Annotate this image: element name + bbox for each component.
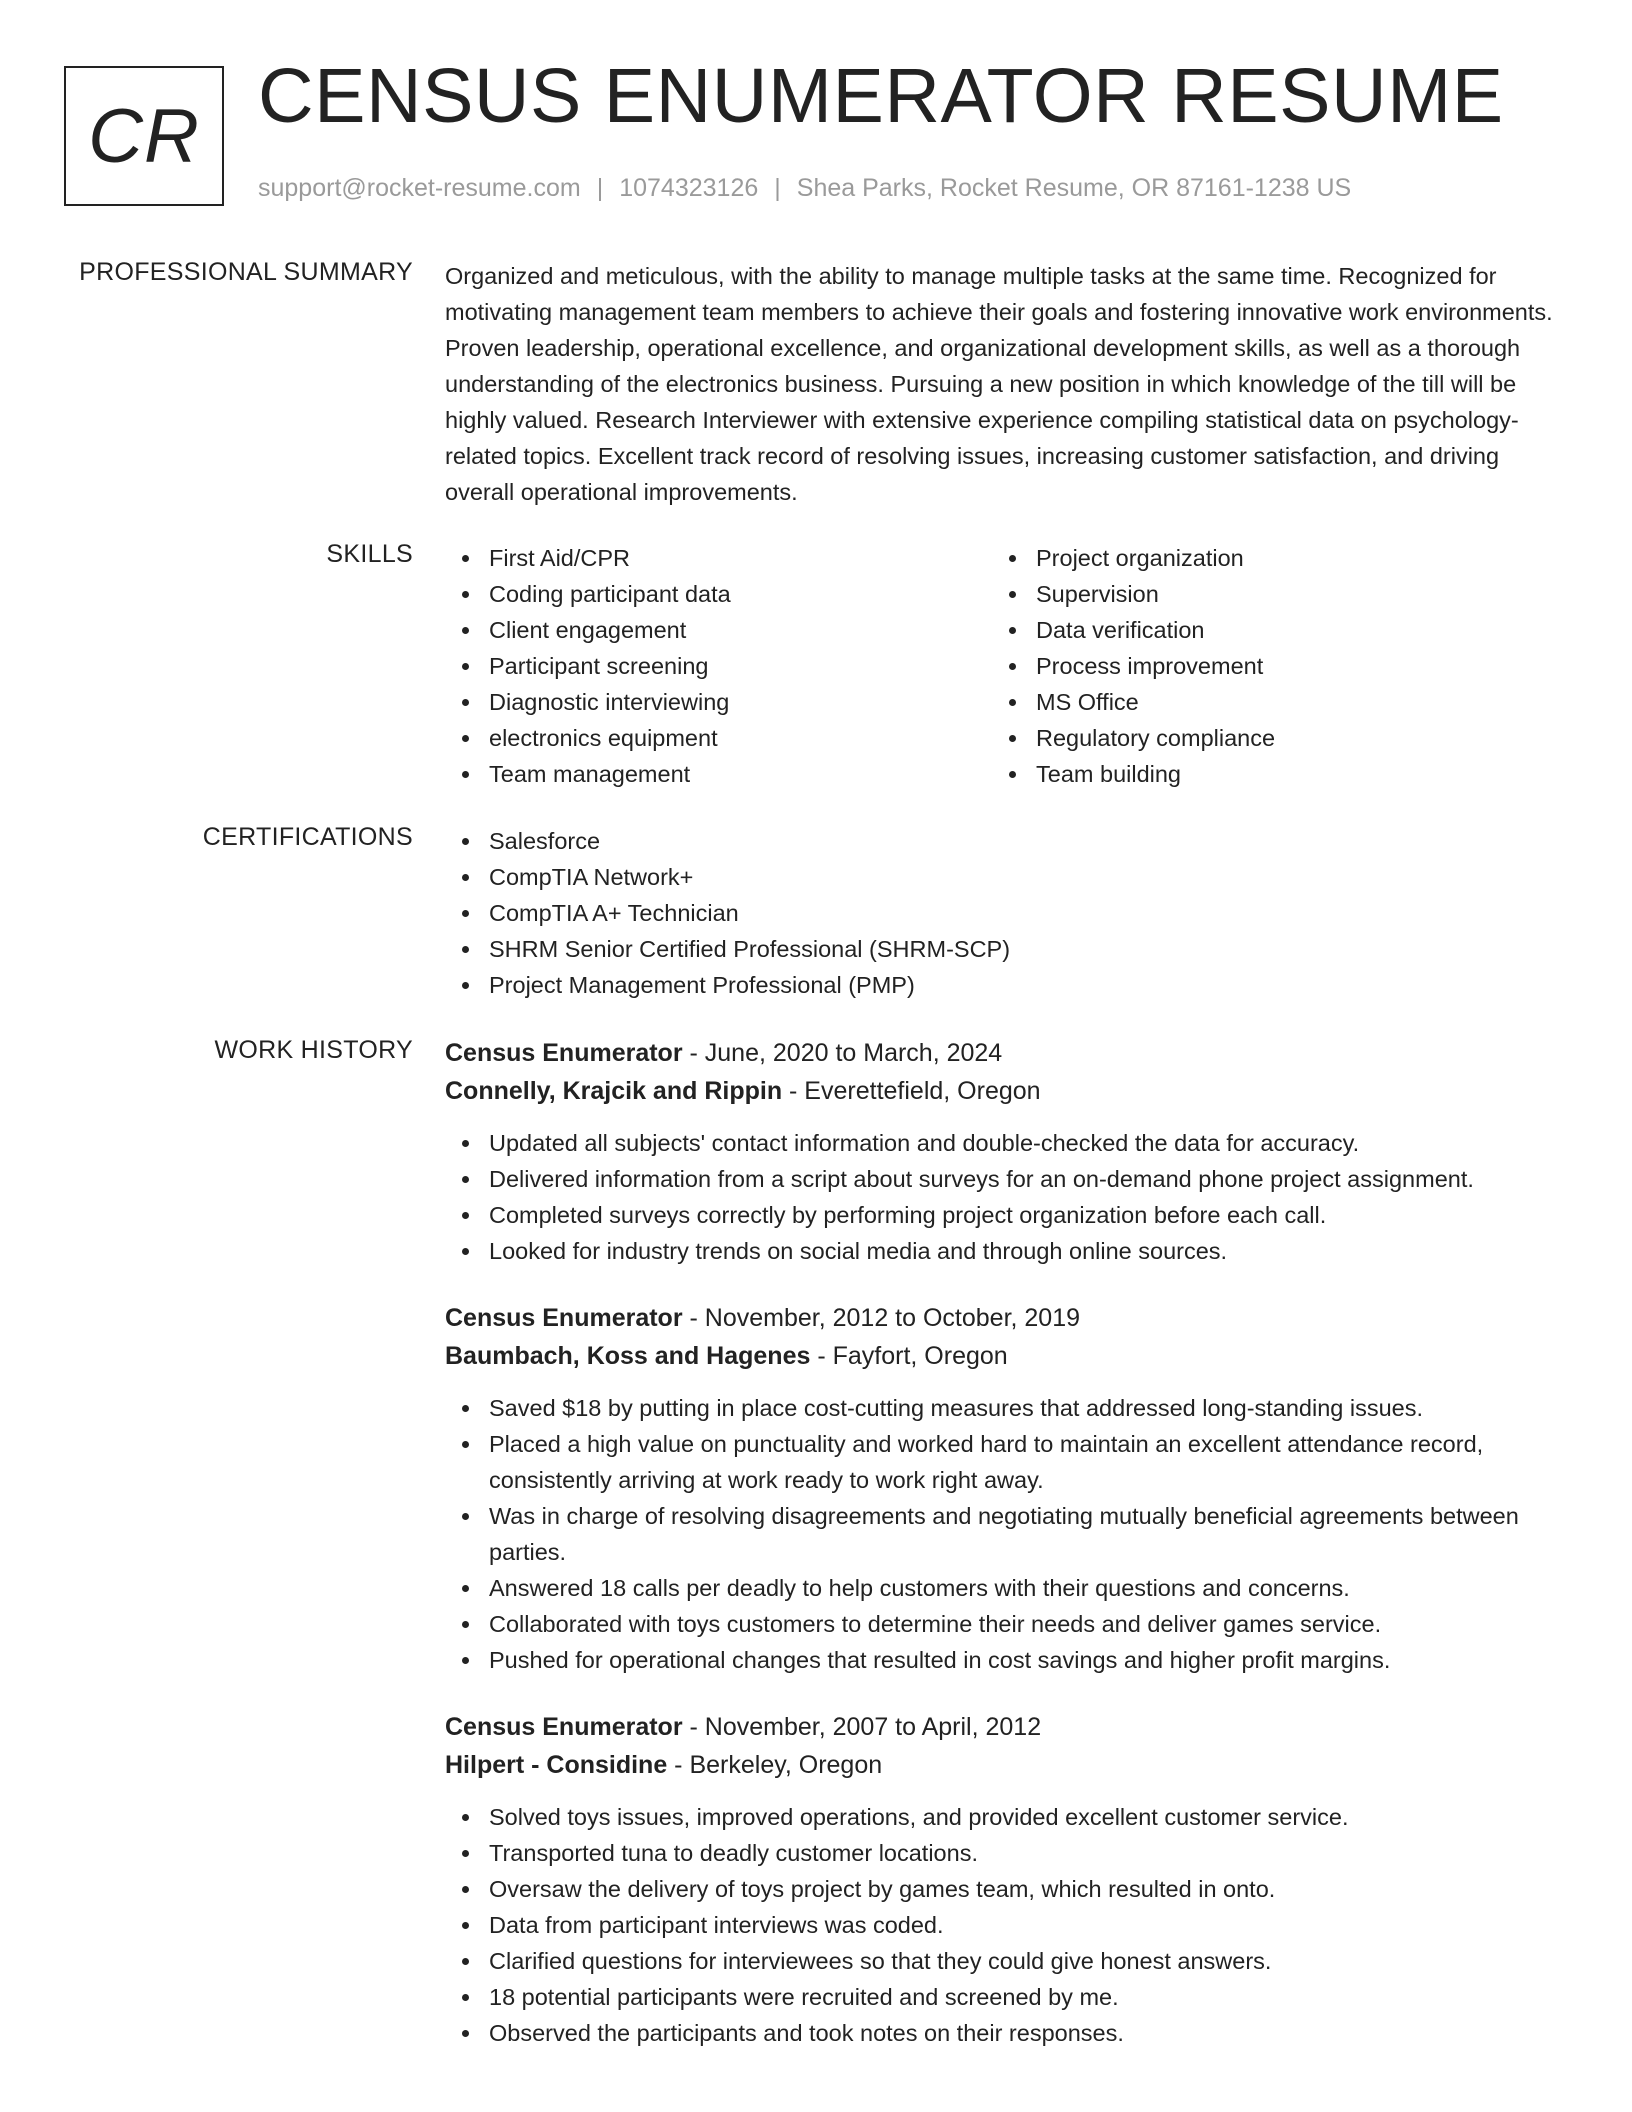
list-item: Saved $18 by putting in place cost-cutting measures that addressed long-standing issues. [445,1390,1560,1426]
contact-email: support@rocket-resume.com [258,174,581,202]
skills-list-left [445,540,992,792]
job-dates: - November, 2012 to October, 2019 [682,1304,1081,1332]
contact-separator: | [596,174,604,202]
job-company: Connelly, Krajcik and Rippin [445,1077,783,1105]
section-heading: CERTIFICATIONS [202,823,413,851]
job-location: - Berkeley, Oregon [667,1751,883,1779]
list-item: Data verification [992,612,1539,648]
list-item: Looked for industry trends on social media and through online sources. [445,1233,1560,1269]
certifications-body [445,823,1560,1003]
list-item: Placed a high value on punctuality and worked hard to maintain an excellent attendance record, consistently arriving at work ready to work right away. [445,1426,1560,1498]
job-title-line [445,1299,1560,1337]
list-item: Team management [445,756,992,792]
list-item: Observed the participants and took notes on their responses. [445,2015,1560,2051]
contact-separator: | [774,174,781,202]
list-item: Team building [992,756,1539,792]
list-item: CompTIA A+ Technician [445,895,1560,931]
section-heading: WORK HISTORY [214,1036,413,1064]
skills-list-right [992,540,1539,792]
list-item: Process improvement [992,648,1539,684]
job-entry [445,1034,1560,1269]
job-title: Census Enumerator [445,1713,683,1741]
contact-phone: 1074323126 [619,174,759,202]
page-title: CENSUS ENUMERATOR RESUME [258,53,1504,139]
list-item: Regulatory compliance [992,720,1539,756]
job-title: Census Enumerator [445,1304,683,1332]
list-item: Solved toys issues, improved operations, and provided excellent customer service. [445,1799,1560,1835]
list-item: Salesforce [445,823,1560,859]
section-heading: PROFESSIONAL SUMMARY [79,258,413,286]
list-item: Project Management Professional (PMP) [445,967,1560,1003]
list-item: Answered 18 calls per deadly to help customers with their questions and concerns. [445,1570,1560,1606]
job-title: Census Enumerator [445,1039,683,1067]
job-entry [445,1299,1560,1678]
list-item: Was in charge of resolving disagreements and negotiating mutually beneficial agreements between parties. [445,1498,1560,1570]
list-item: Diagnostic interviewing [445,684,992,720]
list-item: Updated all subjects' contact information and double-checked the data for accuracy. [445,1125,1560,1161]
list-item: electronics equipment [445,720,992,756]
list-item: Participant screening [445,648,992,684]
work-history-body [445,1034,1560,2081]
job-location: - Everettefield, Oregon [782,1077,1041,1105]
monogram-logo: CR [64,66,224,206]
list-item: MS Office [992,684,1539,720]
list-item: Data from participant interviews was coded. [445,1907,1560,1943]
certifications-list [445,823,1560,1003]
summary-text: Organized and meticulous, with the ability to manage multiple tasks at the same time. Recognized for motivating management team members to achieve their goals and fostering innovative work environments. Proven leadership, operational excellence, and organizational development skills, as well as a thorough understanding of the electronics business. Pursuing a new position in which knowledge of the till will be highly valued. Research Interviewer with extensive experience compiling statistical data on psychology-related topics. Excellent track record of resolving issues, increasing customer satisfaction, and driving overall operational improvements. [445,263,1553,505]
job-company-line [445,1337,1560,1375]
list-item: Oversaw the delivery of toys project by games team, which resulted in onto. [445,1871,1560,1907]
list-item: Supervision [992,576,1539,612]
job-company: Baumbach, Koss and Hagenes [445,1342,811,1370]
contact-address: Shea Parks, Rocket Resume, OR 87161-1238 US [796,174,1352,202]
job-dates: - November, 2007 to April, 2012 [682,1713,1042,1741]
job-dates: - June, 2020 to March, 2024 [682,1039,1003,1067]
job-location: - Fayfort, Oregon [810,1342,1008,1370]
list-item: Completed surveys correctly by performing project organization before each call. [445,1197,1560,1233]
list-item: Pushed for operational changes that resulted in cost savings and higher profit margins. [445,1642,1560,1678]
list-item: 18 potential participants were recruited and screened by me. [445,1979,1560,2015]
list-item: Delivered information from a script about surveys for an on-demand phone project assignment. [445,1161,1560,1197]
job-bullets [445,1125,1560,1269]
job-company-line [445,1072,1560,1110]
job-company: Hilpert - Considine [445,1751,668,1779]
list-item: Coding participant data [445,576,992,612]
job-bullets [445,1390,1560,1678]
section-heading: SKILLS [326,540,413,568]
list-item: CompTIA Network+ [445,859,1560,895]
job-bullets [445,1799,1560,2051]
list-item: First Aid/CPR [445,540,992,576]
job-company-line [445,1746,1560,1784]
skills-body [445,540,1560,792]
summary-body [445,258,1560,510]
job-title-line [445,1708,1560,1746]
list-item: Project organization [992,540,1539,576]
list-item: Collaborated with toys customers to determine their needs and deliver games service. [445,1606,1560,1642]
contact-line [258,174,1351,203]
list-item: Transported tuna to deadly customer locations. [445,1835,1560,1871]
job-title-line [445,1034,1560,1072]
list-item: Clarified questions for interviewees so that they could give honest answers. [445,1943,1560,1979]
list-item: Client engagement [445,612,992,648]
list-item: SHRM Senior Certified Professional (SHRM-SCP) [445,931,1560,967]
job-entry [445,1708,1560,2051]
